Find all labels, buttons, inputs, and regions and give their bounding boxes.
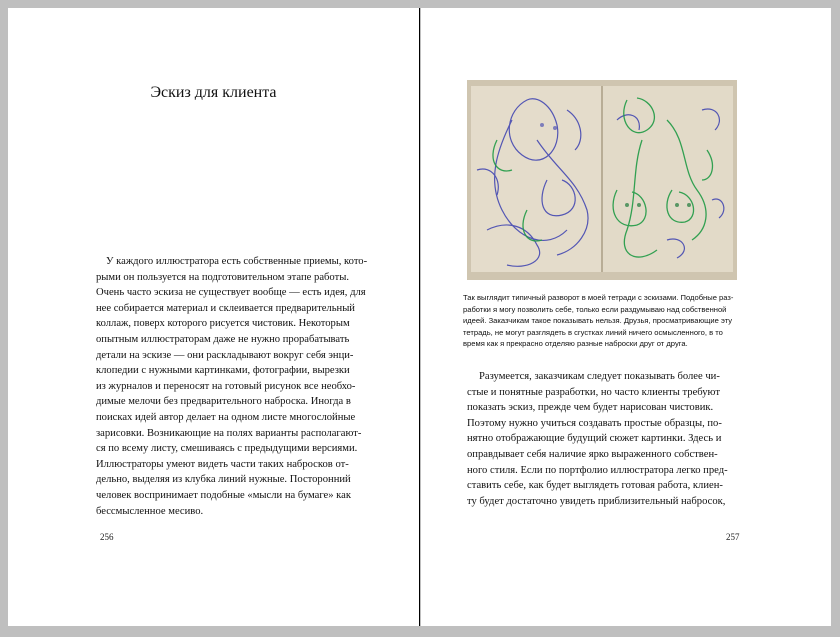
text-line: бессмысленное месиво. xyxy=(96,505,204,517)
text-line: ставить себе, как будет выглядеть готовая работа, клиен- xyxy=(467,480,723,492)
text-line: Очень часто эскиза не существует вообще — есть идея, для xyxy=(96,287,366,299)
text-line: ся по всему листу, смешиваясь с предыдущими версиями. xyxy=(96,443,358,455)
text-line: стые и понятные разработки, но часто клиенты требуют xyxy=(467,386,720,398)
sketchbook-photo xyxy=(467,80,737,280)
text-line: клопедии с нужными картинками, фотографии, вырезки xyxy=(96,365,350,377)
text-line: поисках идей автор делает на одном листе многослойные xyxy=(96,411,356,423)
text-line: рыми он пользуется на подготовительном этапе работы. xyxy=(96,271,349,283)
right-page xyxy=(421,8,831,626)
photo-caption xyxy=(463,292,763,350)
text-line: зарисовки. Возникающие на полях варианты располагают- xyxy=(96,427,362,439)
text-line: Поэтому нужно учиться создавать простые образцы, по- xyxy=(467,417,722,429)
text-line: Иллюстраторы умеют видеть части таких набросков от- xyxy=(96,458,349,470)
text-line: нятно отображающие будущий сюжет картинки. Здесь и xyxy=(467,433,722,445)
text-line: опытным иллюстраторам даже не нужно прорабатывать xyxy=(96,333,350,345)
text-line: Разумеется, заказчикам следует показывать более чи- xyxy=(479,371,720,382)
caption-line: тетрадь, не могут разглядеть в сгустках линий ничего осмысленного, в то xyxy=(463,327,723,337)
caption-line: идеей. Заказчикам такое показывать нельзя. Друзья, просматривающие эту xyxy=(463,316,733,326)
text-line: из журналов и переносят на готовый рисунок все необхо- xyxy=(96,380,356,392)
text-line: показать эскиз, прежде чем будет нарисован чистовик. xyxy=(467,402,714,414)
page-number: 257 xyxy=(726,532,740,542)
caption-line: Так выглядит типичный разворот в моей тетради с эскизами. Подобные раз- xyxy=(463,293,734,302)
right-paragraph xyxy=(467,369,759,509)
left-page xyxy=(8,8,420,626)
text-line: дельно, выделяя из клубка линий нужные. Посторонний xyxy=(96,474,351,486)
sketchbook-illustration xyxy=(467,80,737,280)
text-line: У каждого иллюстратора есть собственные приемы, кото- xyxy=(106,256,368,267)
text-line: человек воспринимает подобные «мысли на бумаге» как xyxy=(96,489,352,501)
chapter-title: Эскиз для клиента xyxy=(150,84,277,101)
left-paragraph xyxy=(96,254,378,519)
text-line: димые мелочи без предварительного наброска. Иногда в xyxy=(96,396,351,408)
text-line: детали на эскизе — они раскладывают вокруг себя энци- xyxy=(96,349,354,361)
caption-line: работки я могу позволить себе, только если раздумываю над собственной xyxy=(463,304,727,314)
text-line: нее собирается материал и склеивается предварительный xyxy=(96,302,355,314)
text-line: коллаж, поверх которого рисуется чистовик. Некоторым xyxy=(96,318,350,330)
text-line: оправдывает себя наличие ярко выраженного собствен- xyxy=(467,448,718,460)
text-line: ного стиля. Если по портфолио иллюстратора легко пред- xyxy=(467,464,728,476)
text-line: ту будет достаточно увидеть приблизительный набросок, xyxy=(467,495,726,507)
caption-line: время как я прекрасно отделяю разные наброски друг от друга. xyxy=(463,339,688,349)
page-number: 256 xyxy=(100,532,114,542)
